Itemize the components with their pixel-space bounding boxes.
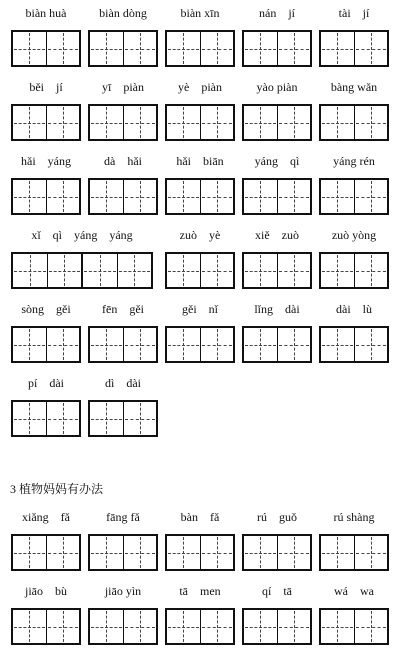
tian-cell[interactable] xyxy=(167,32,200,65)
tian-cell[interactable] xyxy=(200,254,234,287)
tian-cell[interactable] xyxy=(46,610,80,643)
writing-grid[interactable] xyxy=(88,400,158,437)
pinyin-label: bàn fǎ xyxy=(180,510,220,524)
tian-cell[interactable] xyxy=(200,106,234,139)
pinyin-label: biàn xīn xyxy=(180,6,220,20)
writing-grid[interactable] xyxy=(165,104,235,141)
writing-grid[interactable] xyxy=(319,30,389,67)
tian-cell[interactable] xyxy=(117,254,152,287)
pinyin-label: qí tā xyxy=(262,584,292,598)
pinyin-label: yào piàn xyxy=(256,80,298,94)
tian-cell[interactable] xyxy=(90,32,123,65)
tian-cell[interactable] xyxy=(354,106,388,139)
writing-grid[interactable] xyxy=(88,104,158,141)
writing-grid[interactable] xyxy=(11,104,81,141)
tian-cell[interactable] xyxy=(277,254,311,287)
pinyin-label: wá wa xyxy=(334,584,374,598)
tian-cell[interactable] xyxy=(46,180,80,213)
pinyin-label: běi jí xyxy=(29,80,63,94)
tian-cell[interactable] xyxy=(13,106,46,139)
pinyin-label: dài lù xyxy=(336,302,372,316)
tian-cell[interactable] xyxy=(244,180,277,213)
writing-grid[interactable] xyxy=(319,608,389,645)
tian-cell[interactable] xyxy=(167,610,200,643)
tian-cell[interactable] xyxy=(244,536,277,569)
writing-grid[interactable] xyxy=(165,608,235,645)
tian-cell[interactable] xyxy=(123,402,157,435)
pinyin-label: xiǎng fǎ xyxy=(22,510,70,524)
tian-cell[interactable] xyxy=(123,180,157,213)
tian-cell[interactable] xyxy=(90,536,123,569)
tian-cell[interactable] xyxy=(354,180,388,213)
tian-cell[interactable] xyxy=(123,106,157,139)
pinyin-label: tā men xyxy=(179,584,221,598)
pinyin-label: jiāo yìn xyxy=(104,584,142,598)
tian-cell[interactable] xyxy=(277,328,311,361)
writing-grid[interactable] xyxy=(319,178,389,215)
writing-grid[interactable] xyxy=(11,400,81,437)
pinyin-label: tài jí xyxy=(338,6,370,20)
pinyin-label: zuò yè xyxy=(179,228,221,242)
writing-grid[interactable] xyxy=(319,252,389,289)
tian-cell[interactable] xyxy=(321,328,354,361)
writing-grid[interactable] xyxy=(165,326,235,363)
pinyin-label: lǐng dài xyxy=(254,302,300,316)
tian-cell[interactable] xyxy=(244,254,277,287)
tian-cell[interactable] xyxy=(321,32,354,65)
tian-cell[interactable] xyxy=(13,32,46,65)
tian-cell[interactable] xyxy=(123,536,157,569)
writing-grid[interactable] xyxy=(242,534,312,571)
writing-grid[interactable] xyxy=(242,30,312,67)
writing-grid[interactable] xyxy=(11,608,81,645)
tian-cell[interactable] xyxy=(277,106,311,139)
pinyin-label: bàng wǎn xyxy=(330,80,378,94)
pinyin-label: yī piàn xyxy=(102,80,144,94)
pinyin-label: dì dài xyxy=(105,376,141,390)
tian-cell[interactable] xyxy=(47,254,82,287)
tian-cell[interactable] xyxy=(167,254,200,287)
tian-cell[interactable] xyxy=(13,402,46,435)
tian-cell[interactable] xyxy=(200,536,234,569)
writing-grid[interactable] xyxy=(319,104,389,141)
pinyin-label: gěi nǐ xyxy=(182,302,218,316)
writing-grid[interactable] xyxy=(88,534,158,571)
writing-grid[interactable] xyxy=(165,178,235,215)
tian-cell[interactable] xyxy=(46,536,80,569)
writing-grid[interactable] xyxy=(11,326,81,363)
tian-cell[interactable] xyxy=(321,106,354,139)
tian-cell[interactable] xyxy=(46,328,80,361)
tian-cell[interactable] xyxy=(123,328,157,361)
tian-cell[interactable] xyxy=(90,106,123,139)
tian-cell[interactable] xyxy=(167,180,200,213)
tian-cell[interactable] xyxy=(167,536,200,569)
writing-grid[interactable] xyxy=(242,104,312,141)
writing-grid[interactable] xyxy=(242,178,312,215)
pinyin-label: dà hǎi xyxy=(104,154,142,168)
tian-cell[interactable] xyxy=(90,610,123,643)
writing-grid[interactable] xyxy=(11,178,81,215)
writing-grid[interactable] xyxy=(319,326,389,363)
writing-grid[interactable] xyxy=(165,30,235,67)
tian-cell[interactable] xyxy=(13,328,46,361)
tian-cell[interactable] xyxy=(354,610,388,643)
pinyin-label: xiě zuò xyxy=(255,228,299,242)
writing-grid[interactable] xyxy=(88,608,158,645)
tian-cell[interactable] xyxy=(321,254,354,287)
pinyin-label: sòng gěi xyxy=(21,302,71,316)
writing-grid[interactable] xyxy=(242,326,312,363)
tian-cell[interactable] xyxy=(13,180,46,213)
tian-cell[interactable] xyxy=(354,254,388,287)
pinyin-label: nán jí xyxy=(259,6,295,20)
tian-cell[interactable] xyxy=(200,328,234,361)
writing-grid[interactable] xyxy=(165,252,235,289)
tian-cell[interactable] xyxy=(13,610,46,643)
tian-cell[interactable] xyxy=(354,328,388,361)
tian-cell[interactable] xyxy=(46,402,80,435)
pinyin-label: xǐ qì yáng yáng xyxy=(31,228,133,242)
writing-grid[interactable] xyxy=(88,30,158,67)
pinyin-label: hǎi biān xyxy=(176,154,224,168)
writing-grid[interactable] xyxy=(88,326,158,363)
tian-cell[interactable] xyxy=(167,328,200,361)
tian-cell[interactable] xyxy=(90,180,123,213)
writing-grid[interactable] xyxy=(165,534,235,571)
tian-cell[interactable] xyxy=(13,254,47,287)
tian-cell[interactable] xyxy=(81,254,117,287)
tian-cell[interactable] xyxy=(354,536,388,569)
writing-grid[interactable] xyxy=(242,252,312,289)
pinyin-label: biàn huà xyxy=(25,6,67,20)
writing-grid[interactable] xyxy=(319,534,389,571)
pinyin-label: fāng fǎ xyxy=(106,510,140,524)
tian-cell[interactable] xyxy=(277,32,311,65)
tian-cell[interactable] xyxy=(277,610,311,643)
tian-cell[interactable] xyxy=(321,180,354,213)
tian-cell[interactable] xyxy=(46,106,80,139)
pinyin-label: rú guǒ xyxy=(257,510,297,524)
tian-cell[interactable] xyxy=(90,402,123,435)
tian-cell[interactable] xyxy=(244,328,277,361)
pinyin-label: pí dài xyxy=(28,376,64,390)
tian-cell[interactable] xyxy=(200,32,234,65)
tian-cell[interactable] xyxy=(13,536,46,569)
tian-cell[interactable] xyxy=(123,610,157,643)
tian-cell[interactable] xyxy=(277,536,311,569)
pinyin-label: yè piàn xyxy=(178,80,222,94)
lesson-title: 3 植物妈妈有办法 xyxy=(10,482,104,496)
tian-cell[interactable] xyxy=(123,32,157,65)
tian-cell[interactable] xyxy=(200,610,234,643)
pinyin-label: biàn dòng xyxy=(99,6,147,20)
pinyin-label: fēn gěi xyxy=(102,302,144,316)
tian-cell[interactable] xyxy=(46,32,80,65)
writing-grid[interactable] xyxy=(242,608,312,645)
tian-cell[interactable] xyxy=(244,32,277,65)
tian-cell[interactable] xyxy=(200,180,234,213)
tian-cell[interactable] xyxy=(167,106,200,139)
writing-grid[interactable] xyxy=(11,534,81,571)
writing-grid[interactable] xyxy=(88,178,158,215)
tian-cell[interactable] xyxy=(277,180,311,213)
tian-cell[interactable] xyxy=(244,610,277,643)
pinyin-label: zuò yòng xyxy=(331,228,377,242)
pinyin-label: rú shàng xyxy=(333,510,375,524)
writing-grid[interactable] xyxy=(11,30,81,67)
tian-cell[interactable] xyxy=(321,610,354,643)
tian-cell[interactable] xyxy=(244,106,277,139)
writing-grid[interactable] xyxy=(11,252,153,289)
tian-cell[interactable] xyxy=(354,32,388,65)
tian-cell[interactable] xyxy=(90,328,123,361)
pinyin-label: jiāo bù xyxy=(25,584,67,598)
pinyin-label: hǎi yáng xyxy=(21,154,71,168)
pinyin-label: yáng qì xyxy=(254,154,300,168)
tian-cell[interactable] xyxy=(321,536,354,569)
pinyin-label: yáng rén xyxy=(333,154,375,168)
